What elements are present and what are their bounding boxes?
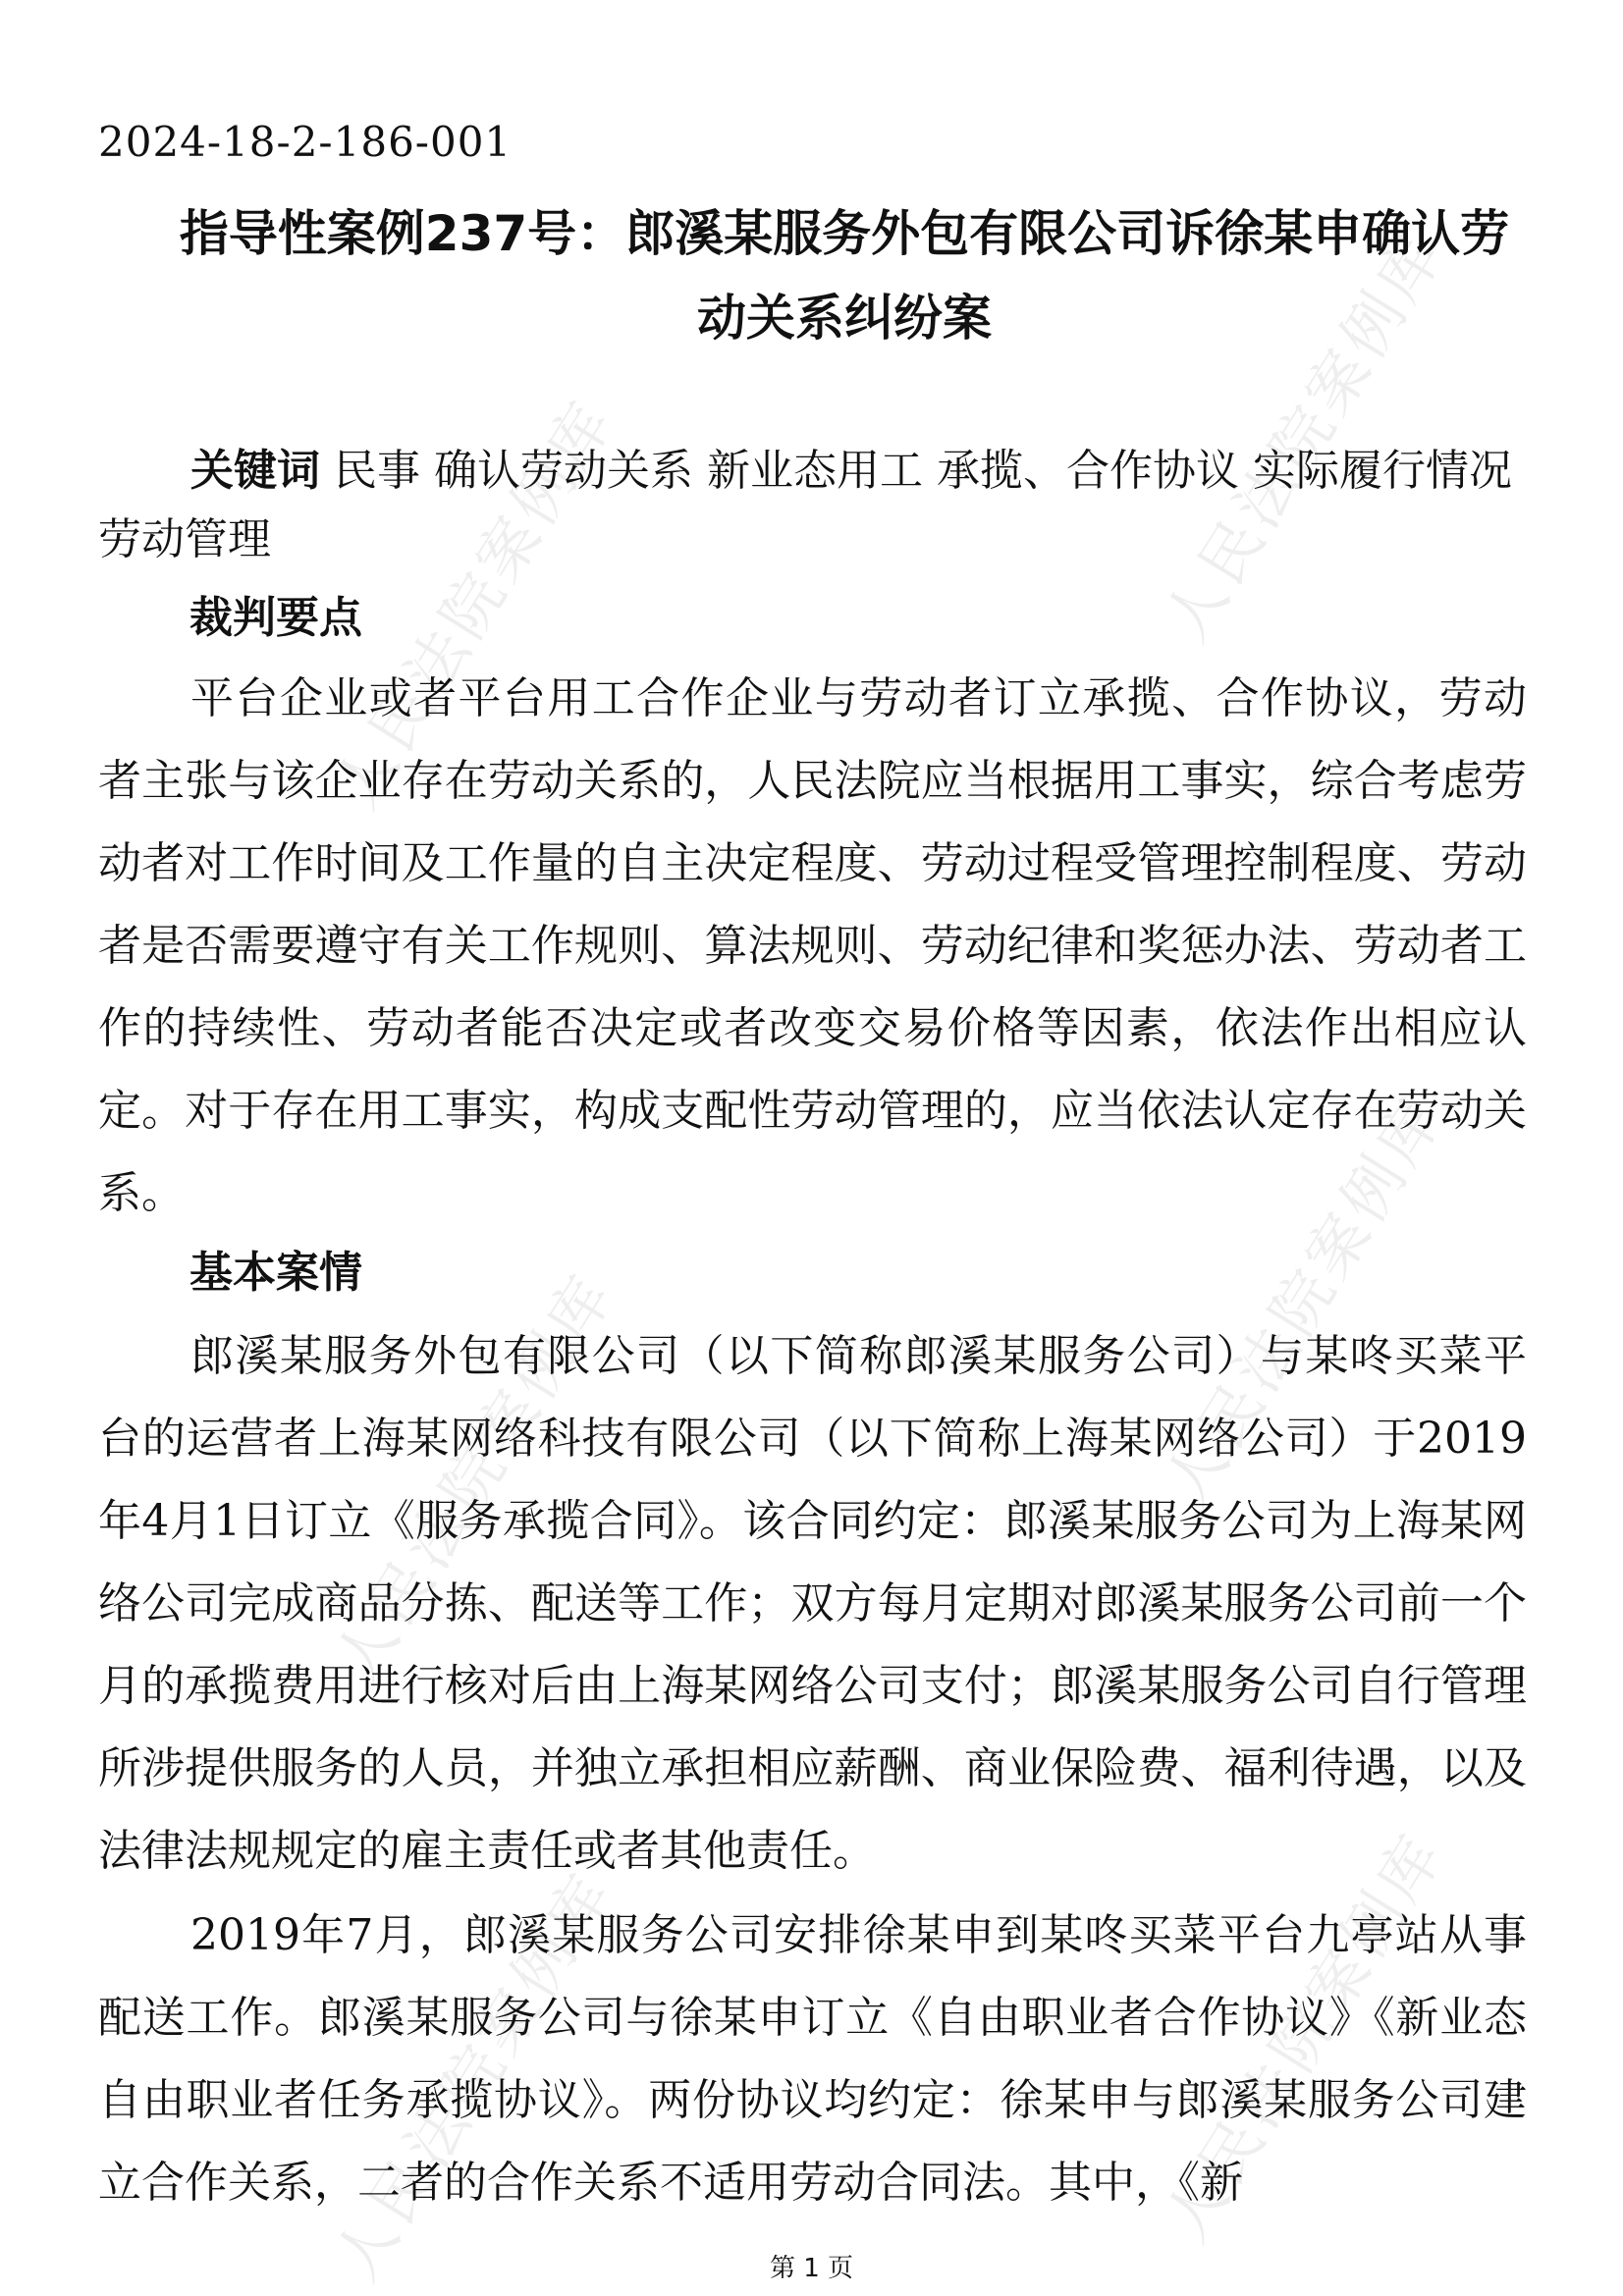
watermark: 人民法院案例库 [320, 1259, 629, 1694]
case-number: 2024-18-2-186-001 [98, 118, 513, 166]
watermark: 人民法院案例库 [320, 386, 629, 821]
keywords-text: 民事 确认劳动关系 新业态用工 承揽、合作协议 实际履行情况 劳动管理 [98, 446, 1512, 564]
basic-facts-paragraph-2: 2019年7月，郎溪某服务公司安排徐某申到某咚买菜平台九亭站从事配送工作。郎溪某服务公司与徐某申订立《自由职业者合作协议》《新业态自由职业者任务承揽协议》。两份协议均约定：徐某申与郎溪某服务公司建立合作关系，二者的合作关系不适用劳动合同法。其中，《新 [98, 1910, 1527, 2208]
keywords [98, 437, 1527, 574]
section-heading-basic-facts: 基本案情 [189, 1248, 362, 1298]
document-title [157, 191, 1532, 360]
watermark: 人民法院案例库 [1150, 219, 1459, 654]
ruling-points-paragraph: 平台企业或者平台用工合作企业与劳动者订立承揽、合作协议，劳动者主张与该企业存在劳动关系的，人民法院应当根据用工事实，综合考虑劳动者对工作时间及工作量的自主决定程度、劳动过程受管理控制程度、劳动者是否需要遵守有关工作规则、算法规则、劳动纪律和奖惩办法、劳动者工作的持续性、劳动者能否决定或者改变交易价格等因素，依法作出相应认定。对于存在用工事实，构成支配性劳动管理的，应当依法认定存在劳动关系。 [98, 673, 1527, 1218]
basic-facts-paragraph-1: 郎溪某服务外包有限公司（以下简称郎溪某服务公司）与某咚买菜平台的运营者上海某网络科技有限公司（以下简称上海某网络公司）于2019年4月1日订立《服务承揽合同》。该合同约定：郎溪某服务公司为上海某网络公司完成商品分拣、配送等工作；双方每月定期对郎溪某服务公司前一个月的承揽费用进行核对后由上海某网络公司支付；郎溪某服务公司自行管理所涉提供服务的人员，并独立承担相应薪酬、商业保险费、福利待遇，以及法律法规规定的雇主责任或者其他责任。 [98, 1331, 1527, 1876]
watermark: 人民法院案例库 [1150, 1819, 1459, 2254]
watermark: 人民法院案例库 [320, 1858, 629, 2293]
title-line-1: 指导性案例237号：郎溪某服务外包有限公司诉徐某申确认劳 [179, 205, 1510, 262]
watermark: 人民法院案例库 [1150, 1083, 1459, 1518]
page-number: 第 1 页 [769, 2254, 854, 2283]
keywords-label: 关键词 [190, 446, 320, 496]
section-heading-ruling-points: 裁判要点 [189, 593, 362, 643]
title-line-2: 动关系纠纷案 [697, 290, 992, 347]
